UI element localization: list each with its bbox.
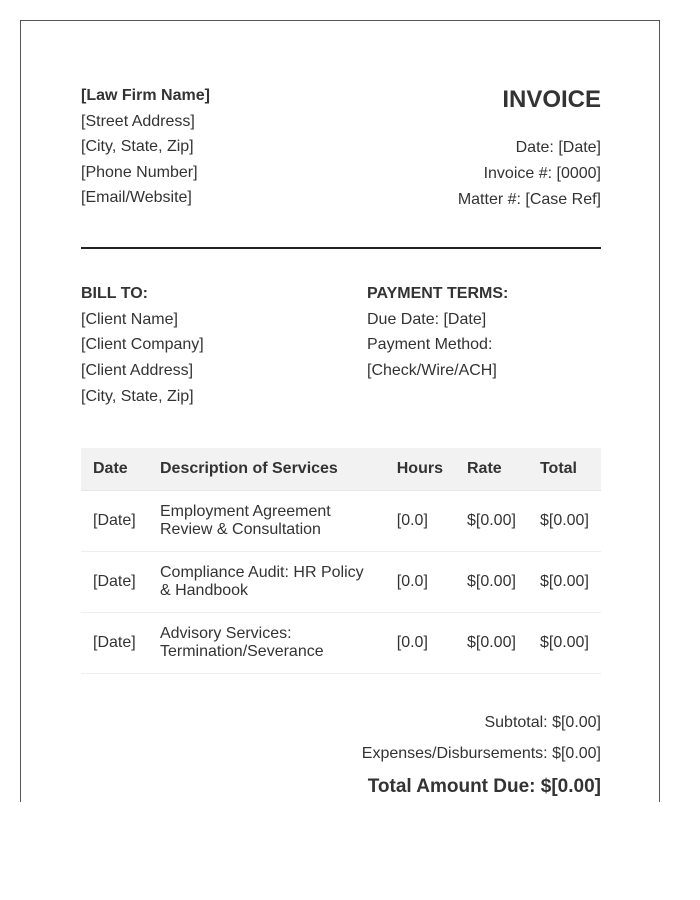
invoice-title: INVOICE	[502, 86, 601, 113]
table-row	[81, 552, 601, 613]
row-rate: $[0.00]	[455, 552, 528, 613]
row-rate: $[0.00]	[455, 491, 528, 552]
row-hours: [0.0]	[385, 613, 455, 674]
firm-phone: [Phone Number]	[81, 163, 198, 181]
client-company: [Client Company]	[81, 336, 204, 354]
invoice-header	[341, 85, 601, 213]
table-row	[81, 613, 601, 674]
due-date: Due Date: [Date]	[367, 310, 487, 328]
table-row	[81, 491, 601, 552]
bill-to-section	[81, 281, 341, 410]
invoice-number: Invoice #: [0000]	[483, 165, 601, 182]
client-city: [City, State, Zip]	[81, 387, 194, 405]
row-total: $[0.00]	[528, 491, 601, 552]
matter-number: Matter #: [Case Ref]	[457, 191, 601, 208]
expenses-disbursements: Expenses/Disbursements: $[0.00]	[361, 745, 601, 762]
payment-terms-label: PAYMENT TERMS:	[367, 285, 509, 302]
firm-email: [Email/Website]	[81, 189, 192, 206]
row-total: $[0.00]	[528, 552, 601, 613]
row-description: Advisory Services: Termination/Severance	[148, 613, 385, 674]
invoice-page	[20, 20, 660, 802]
header-hours: Hours	[385, 448, 455, 491]
firm-street: [Street Address]	[81, 112, 195, 130]
bill-to-label: BILL TO:	[81, 285, 148, 302]
firm-name: [Law Firm Name]	[81, 87, 210, 104]
payment-method-value: [Check/Wire/ACH]	[367, 362, 497, 380]
header-date: Date	[81, 448, 148, 491]
table-header-row	[81, 448, 601, 491]
row-description: Employment Agreement Review & Consultation	[148, 491, 385, 552]
totals-section	[301, 707, 601, 804]
payment-terms-section	[367, 281, 601, 384]
header-description: Description of Services	[148, 448, 385, 491]
client-address: [Client Address]	[81, 362, 194, 380]
row-rate: $[0.00]	[455, 613, 528, 674]
row-date: [Date]	[81, 613, 148, 674]
firm-city: [City, State, Zip]	[81, 138, 194, 155]
header-total: Total	[528, 448, 601, 491]
header-rate: Rate	[455, 448, 528, 491]
payment-method-label: Payment Method:	[367, 336, 493, 354]
row-hours: [0.0]	[385, 491, 455, 552]
row-total: $[0.00]	[528, 613, 601, 674]
row-date: [Date]	[81, 552, 148, 613]
client-name: [Client Name]	[81, 310, 178, 328]
firm-info	[81, 83, 341, 211]
total-amount-due: Total Amount Due: $[0.00]	[367, 776, 601, 797]
subtotal: Subtotal: $[0.00]	[484, 714, 601, 731]
services-table	[81, 448, 601, 674]
row-description: Compliance Audit: HR Policy & Handbook	[148, 552, 385, 613]
row-hours: [0.0]	[385, 552, 455, 613]
row-date: [Date]	[81, 491, 148, 552]
invoice-date: Date: [Date]	[515, 139, 601, 156]
header-divider	[81, 247, 601, 249]
